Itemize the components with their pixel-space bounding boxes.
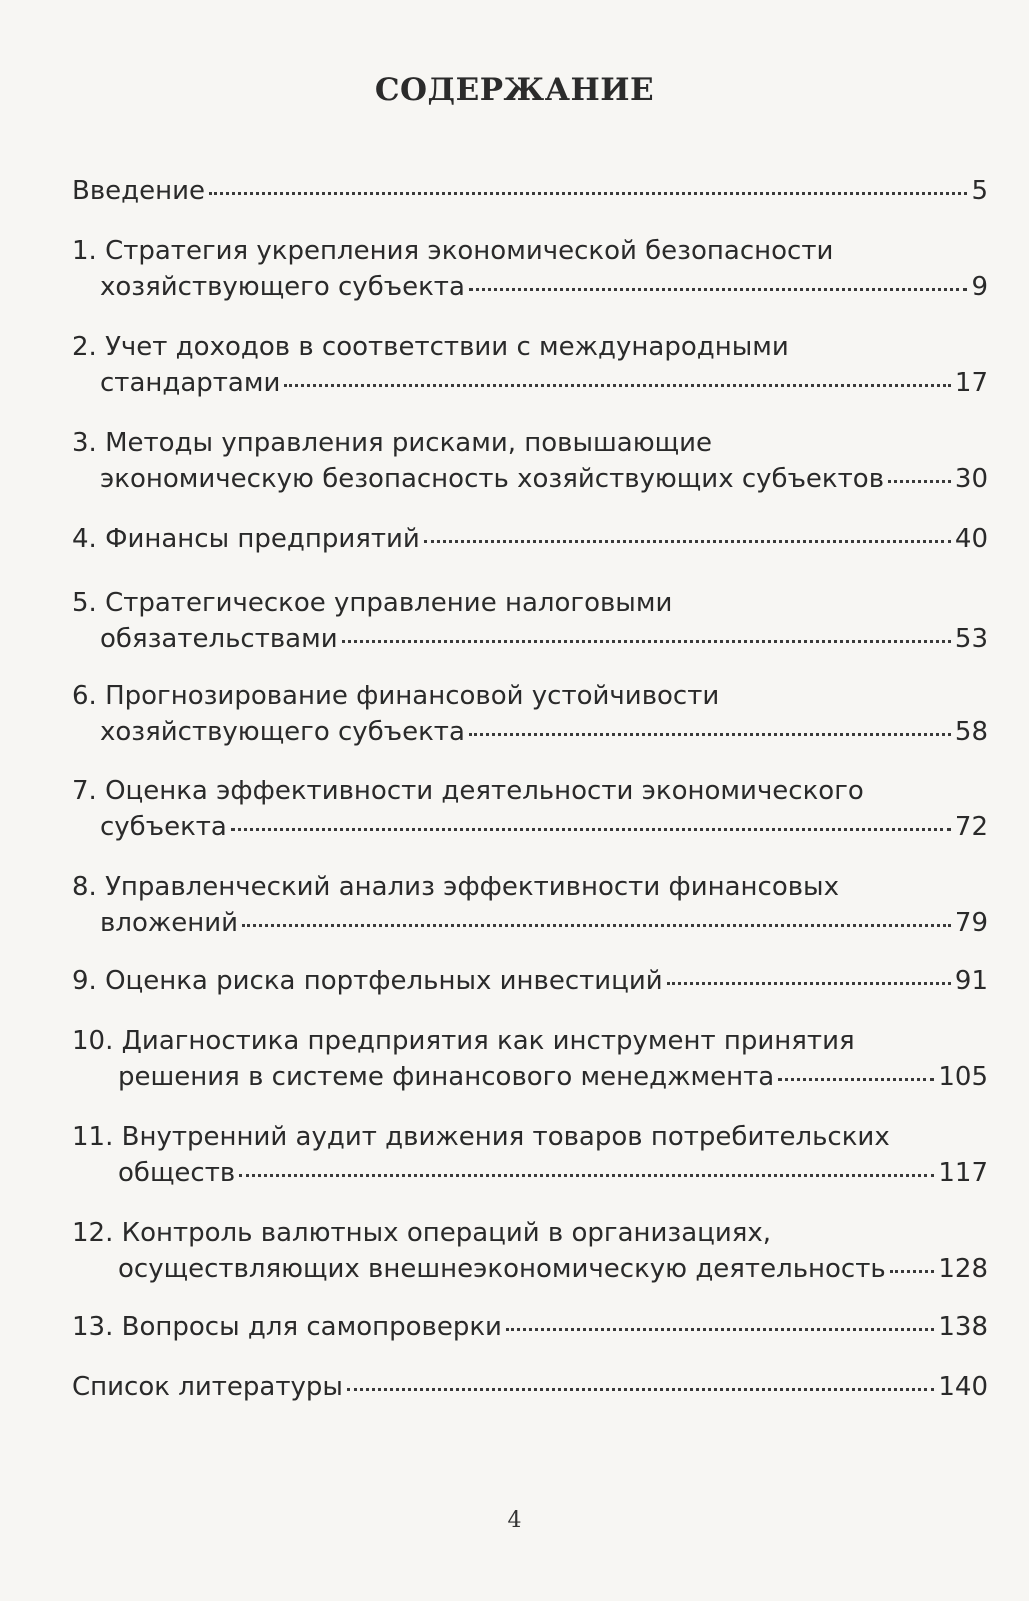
dot-leader [506,1328,934,1331]
page-number: 4 [507,1508,522,1533]
toc-entry-title-line1: 12. Контроль валютных операций в организациях, [72,1218,772,1248]
toc-entry [72,1215,988,1287]
toc-entry [72,869,988,941]
toc-entry-page: 79 [954,908,988,938]
toc-entry-title-line1: 10. Диагностика предприятия как инструмент принятия [72,1026,855,1056]
toc-entry [72,329,988,401]
toc-entry [72,1309,988,1345]
dot-leader [284,384,951,387]
toc-entry-page: 9 [971,272,988,302]
toc-entry-title-line1: 5. Стратегическое управление налоговыми [72,588,673,618]
toc-entry-page: 30 [954,464,988,494]
dot-leader [424,540,951,543]
toc-entry-page: 117 [938,1158,988,1188]
toc-entry-title-line1: 6. Прогнозирование финансовой устойчивости [72,681,720,711]
toc-entry-page: 58 [954,717,988,747]
dot-leader [667,982,951,985]
toc-entry-page: 91 [954,966,988,996]
toc-entry-title: Введение [72,176,206,206]
dot-leader [469,733,951,736]
dot-leader [778,1078,934,1081]
toc-entry [72,233,988,305]
dot-leader [342,640,951,643]
toc-entry-page: 128 [938,1254,988,1284]
toc-entry [72,1023,988,1095]
dot-leader [209,192,967,195]
toc-entry-title-line1: 1. Стратегия укрепления экономической безопасности [72,236,834,266]
toc-entry [72,585,988,657]
toc-entry-page: 17 [954,368,988,398]
toc-entry-page: 53 [954,624,988,654]
toc-entry [72,963,988,999]
toc-entry-title-line1: 8. Управленческий анализ эффективности финансовых [72,872,839,902]
dot-leader [469,288,968,291]
dot-leader [347,1388,934,1391]
dot-leader [888,480,951,483]
toc-entry [72,425,988,497]
dot-leader [239,1174,934,1177]
toc-entry-title-line2: решения в системе финансового менеджмента [118,1062,775,1092]
toc-entry [72,678,988,750]
page-title: СОДЕРЖАНИЕ [374,72,655,108]
dot-leader [242,924,951,927]
toc-entry-page: 40 [954,524,988,554]
toc-entry-title-line2: хозяйствующего субъекта [100,717,465,747]
dot-leader [890,1270,935,1273]
toc-entry-title: Список литературы [72,1372,343,1402]
toc-entry-title-line2: экономическую безопасность хозяйствующих субъектов [100,464,885,494]
toc-entry [72,173,988,209]
toc-entry-title-line2: обществ [118,1158,236,1188]
toc-entry-title-line2: стандартами [100,368,281,398]
toc-entry-title-line2: вложений [100,908,239,938]
toc-entry-page: 5 [971,176,988,206]
toc-entry-title-line1: 11. Внутренний аудит движения товаров потребительских [72,1122,890,1152]
toc-entry-title-line1: 7. Оценка эффективности деятельности экономического [72,776,864,806]
toc-entry [72,773,988,845]
toc-entry-page: 72 [954,812,988,842]
toc-entry-title: 9. Оценка риска портфельных инвестиций [72,966,663,996]
toc-entry [72,1119,988,1191]
toc-entry-title: 13. Вопросы для самопроверки [72,1312,502,1342]
toc-entry [72,1369,988,1405]
toc-entry-page: 140 [938,1372,988,1402]
toc-entry-title-line2: обязательствами [100,624,338,654]
toc-entry-page: 138 [938,1312,988,1342]
toc-entry-title-line1: 3. Методы управления рисками, повышающие [72,428,713,458]
toc-entry-title-line2: хозяйствующего субъекта [100,272,465,302]
toc-entry-title-line2: субъекта [100,812,227,842]
toc-entry-title: 4. Финансы предприятий [72,524,420,554]
dot-leader [231,828,951,831]
toc-entry [72,521,988,557]
toc-entry-page: 105 [938,1062,988,1092]
toc-entry-title-line2: осуществляющих внешнеэкономическую деятельность [118,1254,886,1284]
toc-entry-title-line1: 2. Учет доходов в соответствии с международными [72,332,789,362]
